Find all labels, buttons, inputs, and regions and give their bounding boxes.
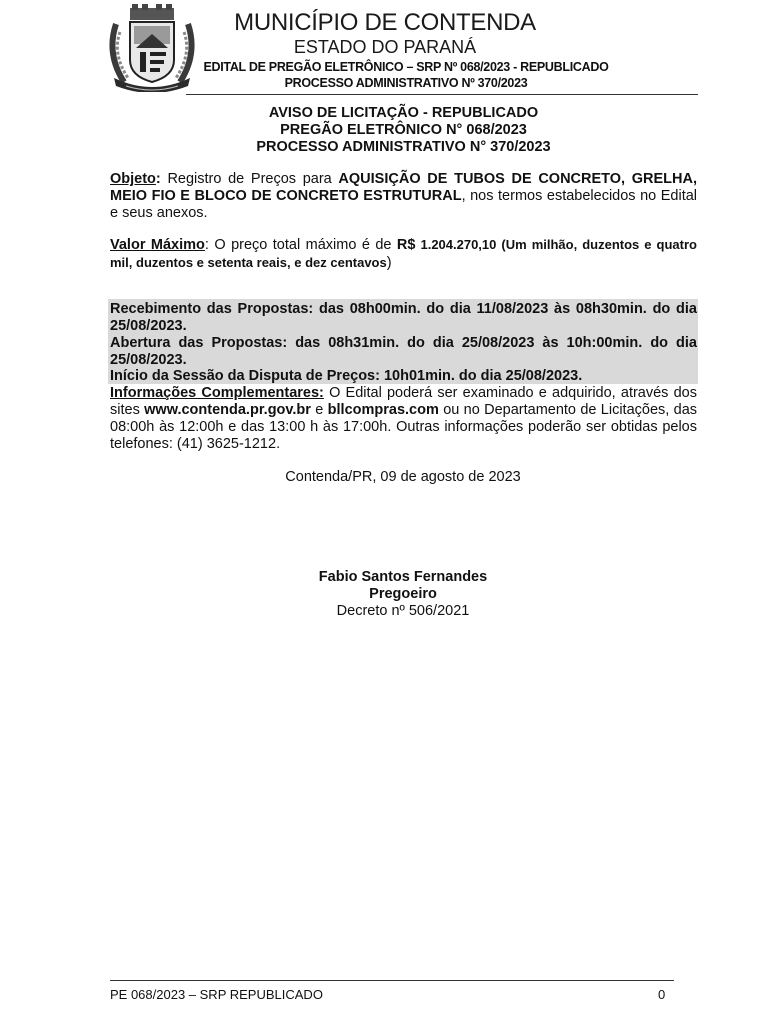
edital-header-line: EDITAL DE PREGÃO ELETRÔNICO – SRP Nº 068/2023 - REPUBLICADO xyxy=(203,60,609,74)
pregao-number: PREGÃO ELETRÔNICO N° 068/2023 xyxy=(280,122,527,138)
objeto-label: Objeto xyxy=(110,171,156,187)
footer-divider xyxy=(110,980,674,981)
page-number: 0 xyxy=(658,987,666,1002)
valor-amount: 1.204.270,10 (Um milhão, duzentos e quatro mil, duzentos e setenta reais, e dez centavos xyxy=(110,237,697,270)
signer-role: Pregoeiro xyxy=(369,586,437,602)
objeto-paragraph: Objeto: Registro de Preços para AQUISIÇÃO DE TUBOS DE CONCRETO, GRELHA, MEIO FIO E BLOCO DE CONCRETO ESTRUTURAL, nos termos estabelecidos no Edital e seus anexos. xyxy=(110,171,698,221)
site-link-bll[interactable]: bllcompras.com xyxy=(327,402,439,418)
state-subtitle: ESTADO DO PARANÁ xyxy=(293,37,477,57)
date-line: Contenda/PR, 09 de agosto de 2023 xyxy=(285,469,521,485)
recebimento-propostas: Recebimento das Propostas: das 08h00min. do dia 11/08/2023 às 08h30min. do dia 25/08/2023. xyxy=(110,301,697,334)
footer-reference: PE 068/2023 – SRP REPUBLICADO xyxy=(110,987,323,1002)
header-divider xyxy=(186,94,698,95)
valor-label: Valor Máximo xyxy=(110,237,205,253)
processo-number: PROCESSO ADMINISTRATIVO N° 370/2023 xyxy=(256,139,551,155)
signer-decree: Decreto nº 506/2021 xyxy=(336,603,470,619)
processo-header-line: PROCESSO ADMINISTRATIVO Nº 370/2023 xyxy=(284,76,528,90)
objeto-items: AQUISIÇÃO DE TUBOS DE CONCRETO, GRELHA, MEIO FIO E BLOCO DE CONCRETO ESTRUTURAL xyxy=(110,171,697,204)
info-label: Informações Complementares: xyxy=(110,385,324,401)
info-complementares: Informações Complementares: O Edital poderá ser examinado e adquirido, através dos sites www.contenda.pr.gov.br e bllcompras.com ou no Departamento de Licitações, das 08:00h às 12:00h e das 13:00 h às 17:00h. Outras informações poderão ser obtidas pelos telefones: (41) 3625-1212. xyxy=(110,385,698,452)
municipality-title: MUNICÍPIO DE CONTENDA xyxy=(234,9,536,36)
site-link-contenda[interactable]: www.contenda.pr.gov.br xyxy=(144,402,311,418)
signer-name: Fabio Santos Fernandes xyxy=(318,569,488,585)
abertura-propostas: Abertura das Propostas: das 08h31min. do dia 25/08/2023 às 10h:00min. do dia 25/08/2023. xyxy=(110,335,697,368)
aviso-title: AVISO DE LICITAÇÃO - REPUBLICADO xyxy=(268,105,539,121)
valor-maximo-paragraph: Valor Máximo: O preço total máximo é de R$ 1.204.270,10 (Um milhão, duzentos e quatro mil, duzentos e setenta reais, e dez centavos) xyxy=(110,237,697,271)
inicio-sessao: Início da Sessão da Disputa de Preços: 10h01min. do dia 25/08/2023. xyxy=(110,368,583,384)
